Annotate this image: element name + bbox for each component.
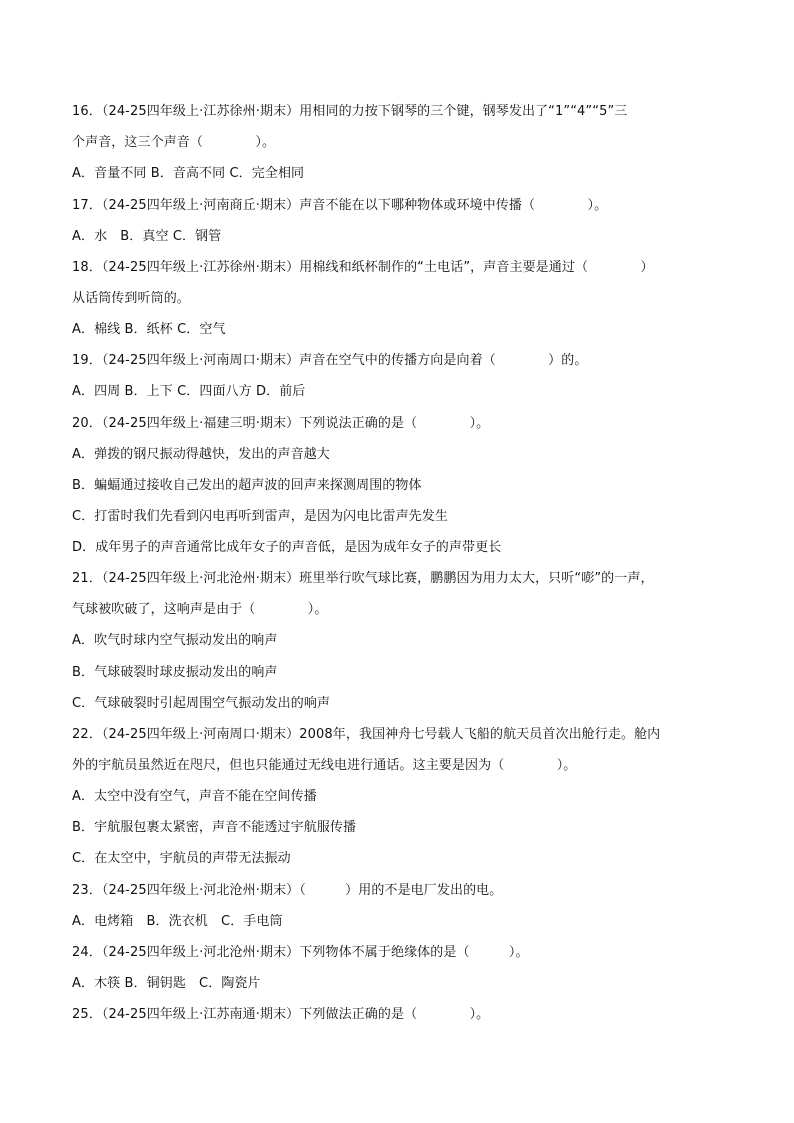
question-16-text-line-2: 个声音，这三个声音（ ）。 [72,135,276,150]
question-20-text: 20．（24-25四年级上·福建三明·期末）下列说法正确的是（ ）。 [72,416,490,431]
question-22-option-a: A．太空中没有空气，声音不能在空间传播 [72,789,317,804]
question-18-text-line-1: 18．（24-25四年级上·江苏徐州·期末）用棉线和纸杯制作的“土电话”，声音主要是通过（ ） [72,260,654,275]
question-18-options: A．棉线 B．纸杯 C．空气 [72,322,226,337]
question-21-option-c: C．气球破裂时引起周围空气振动发出的响声 [72,696,331,711]
question-20-option-c: C．打雷时我们先看到闪电再听到雷声，是因为闪电比雷声先发生 [72,509,448,524]
question-17-text: 17．（24-25四年级上·河南商丘·期末）声音不能在以下哪种物体或环境中传播（ ）。 [72,198,608,213]
question-18-text-line-2: 从话筒传到听筒的。 [72,291,190,306]
question-25-text: 25．（24-25四年级上·江苏南通·期末）下列做法正确的是（ ）。 [72,1007,490,1022]
question-22-text-line-1: 22．（24-25四年级上·河南周口·期末）2008年，我国神舟七号载人飞船的航天员首次出舱行走。舱内 [72,727,661,742]
question-20-option-a: A．弹拨的钢尺振动得越快，发出的声音越大 [72,447,330,462]
question-20-option-b: B．蝙蝠通过接收自己发出的超声波的回声来探测周围的物体 [72,478,422,493]
question-16-options: A．音量不同 B．音高不同 C．完全相同 [72,166,305,181]
question-21-text-line-1: 21．（24-25四年级上·河北沧州·期末）班里举行吹气球比赛，鹏鹏因为用力太大，只听“嘭”的一声， [72,571,654,586]
question-24-text: 24．（24-25四年级上·河北沧州·期末）下列物体不属于绝缘体的是（ ）。 [72,945,529,960]
question-21-text-line-2: 气球被吹破了，这响声是由于（ ）。 [72,602,328,617]
question-24-options: A．木筷 B．铜钥匙 C．陶瓷片 [72,976,261,991]
question-23-options: A．电烤箱 B．洗衣机 C．手电筒 [72,914,283,929]
question-20-option-d: D．成年男子的声音通常比成年女子的声音低，是因为成年女子的声带更长 [72,540,502,555]
question-16-text-line-1: 16．（24-25四年级上·江苏徐州·期末）用相同的力按下钢琴的三个键，钢琴发出了“1”“4”“5”三 [72,104,628,119]
question-22-option-c: C．在太空中，宇航员的声带无法振动 [72,851,291,866]
question-19-options: A．四周 B．上下 C．四面八方 D．前后 [72,384,306,399]
question-21-option-a: A．吹气时球内空气振动发出的响声 [72,633,278,648]
question-21-option-b: B．气球破裂时球皮振动发出的响声 [72,665,278,680]
question-19-text: 19．（24-25四年级上·河南周口·期末）声音在空气中的传播方向是向着（ ）的。 [72,353,588,368]
question-17-options: A．水 B．真空 C．钢管 [72,229,222,244]
question-23-text: 23．（24-25四年级上·河北沧州·期末）（ ）用的不是电厂发出的电。 [72,883,503,898]
question-22-option-b: B．宇航服包裹太紧密，声音不能透过宇航服传播 [72,820,357,835]
question-22-text-line-2: 外的宇航员虽然近在咫尺，但也只能通过无线电进行通话。这主要是因为（ ）。 [72,758,577,773]
